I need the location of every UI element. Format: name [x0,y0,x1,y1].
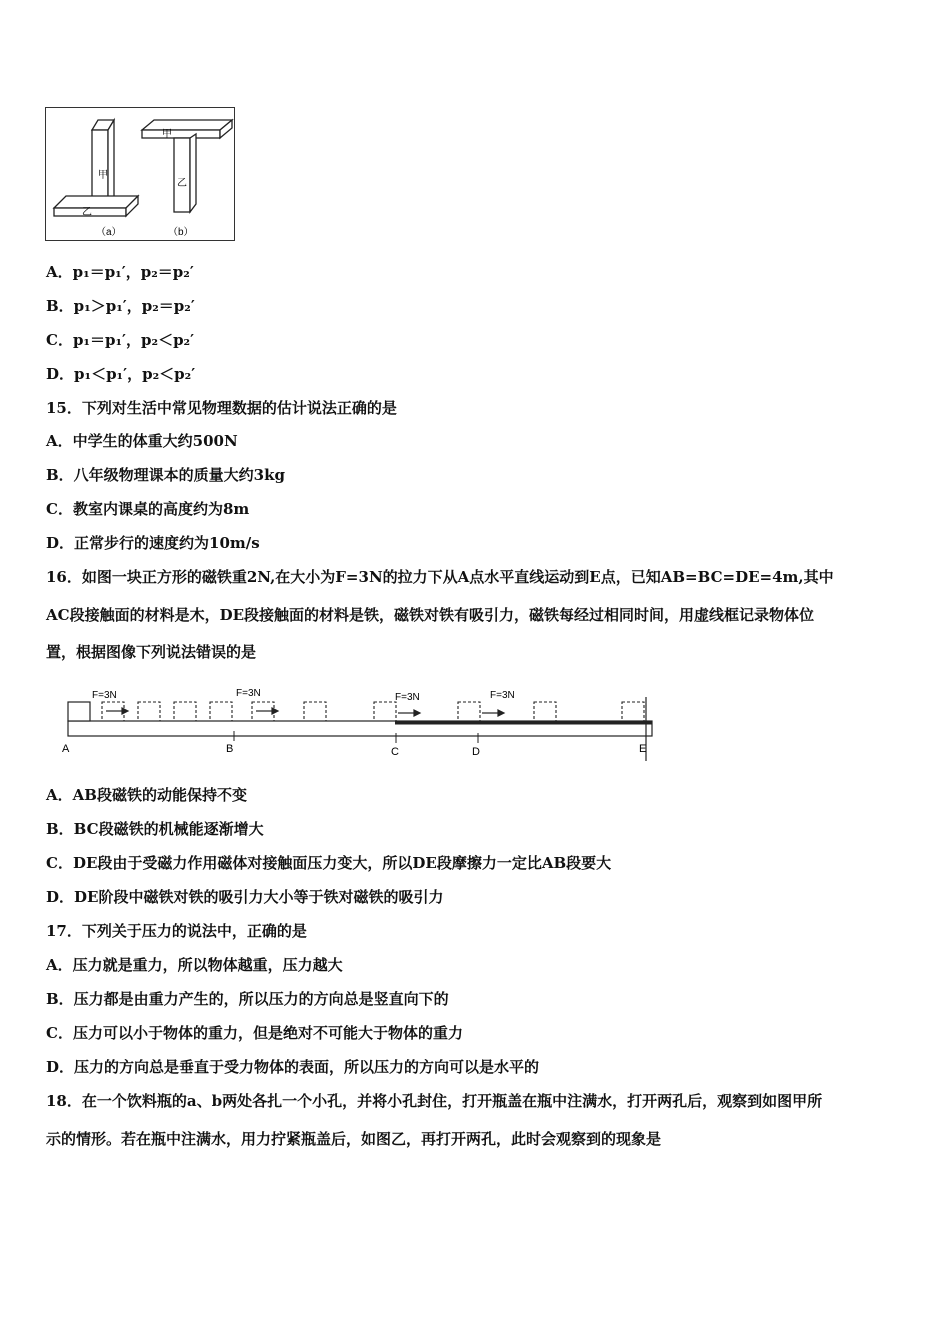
q17-option-d: D．压力的方向总是垂直于受力物体的表面，所以压力的方向可以是水平的 [46,1058,540,1076]
force-arrows [106,708,504,716]
label-yi-b: 乙 [177,178,187,189]
q16-option-c: C．DE段由于受磁力作用磁体对接触面压力变大，所以DE段摩擦力一定比AB段要大 [46,854,612,872]
force-label-2: F=3N [236,688,261,699]
q15-option-a: A．中学生的体重大约500N [46,432,238,450]
q18-stem-line1: 18．在一个饮料瓶的a、b两处各扎一个小孔，并将小孔封住，打开瓶盖在瓶中注满水，打开两孔后，观察到如图甲所 [46,1092,823,1110]
brick-a-horizontal [54,196,138,216]
brick-b-vertical [174,134,196,212]
q17-option-c: C．压力可以小于物体的重力，但是绝对不可能大于物体的重力 [46,1024,463,1042]
point-c-label: C [391,746,399,758]
q14-option-c: C．p₁＝p₁′，p₂＜p₂′ [46,331,195,349]
caption-b: （b） [168,227,194,238]
figure-magnet-track [60,683,660,763]
label-jia-b: 甲 [162,129,172,140]
label-jia-a: 甲 [98,170,108,181]
q14-option-a: A．p₁＝p₁′，p₂＝p₂′ [46,263,194,281]
brick-a-vertical [92,120,114,208]
figure-bricks [45,107,235,241]
point-b-label: B [226,743,234,755]
point-e-label: E [639,743,647,755]
magnet-block [68,702,90,721]
q15-option-d: D．正常步行的速度约为10m/s [46,534,260,552]
q16-stem-line3: 置，根据图像下列说法错误的是 [46,643,257,661]
magnet-track-drawing [60,683,660,763]
q16-option-a: A．AB段磁铁的动能保持不变 [46,786,247,804]
q16-stem-line1: 16．如图一块正方形的磁铁重2N,在大小为F=3N的拉力下从A点水平直线运动到E点，已知AB=BC=DE=4m,其中 [46,568,834,586]
point-a-label: A [62,743,70,755]
q15-stem: 15．下列对生活中常见物理数据的估计说法正确的是 [46,399,397,417]
q16-stem-line2: AC段接触面的材料是木，DE段接触面的材料是铁，磁铁对铁有吸引力，磁铁每经过相同时间，用虚线框记录物体位 [46,606,815,624]
q15-option-b: B．八年级物理课本的质量大约3kg [46,466,285,484]
dashed-positions [102,702,644,721]
point-d-label: D [472,746,480,758]
q14-option-d: D．p₁＜p₁′，p₂＜p₂′ [46,365,196,383]
q16-option-d: D．DE阶段中磁铁对铁的吸引力大小等于铁对磁铁的吸引力 [46,888,444,906]
q15-option-c: C．教室内课桌的高度约为8m [46,500,250,518]
brick-b-horizontal [142,120,232,138]
q18-stem-line2: 示的情形。若在瓶中注满水，用力拧紧瓶盖后，如图乙，再打开两孔，此时会观察到的现象是 [46,1130,662,1148]
force-label-3: F=3N [395,692,420,703]
force-label-1: F=3N [92,690,117,701]
q16-option-b: B．BC段磁铁的机械能逐渐增大 [46,820,264,838]
q14-option-b: B．p₁＞p₁′，p₂＝p₂′ [46,297,195,315]
caption-a: （a） [96,227,122,238]
q17-option-b: B．压力都是由重力产生的，所以压力的方向总是竖直向下的 [46,990,449,1008]
label-yi-a: 乙 [82,207,92,218]
q17-option-a: A．压力就是重力，所以物体越重，压力越大 [46,956,343,974]
bricks-drawing [46,108,234,240]
force-label-4: F=3N [490,690,515,701]
q17-stem: 17．下列关于压力的说法中，正确的是 [46,922,307,940]
